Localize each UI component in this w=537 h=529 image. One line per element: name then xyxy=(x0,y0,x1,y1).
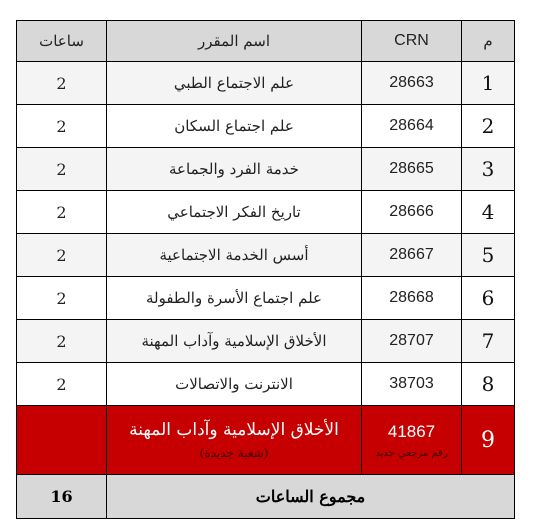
cell-crn: 28668 xyxy=(362,277,462,320)
header-number: م xyxy=(462,21,515,62)
new-section-row xyxy=(17,406,515,475)
new-section-note: (شعبة جديدة) xyxy=(199,446,269,460)
cell-number: 5 xyxy=(462,234,515,277)
courses-table xyxy=(16,20,515,519)
new-section-crn: 41867 xyxy=(387,421,436,441)
cell-number: 1 xyxy=(462,62,515,105)
cell-hours: 2 xyxy=(17,363,107,406)
table-row xyxy=(17,234,515,277)
header-course-name: اسم المقرر xyxy=(107,21,362,62)
cell-course-name xyxy=(107,406,362,475)
cell-number: 8 xyxy=(462,363,515,406)
new-section-course-name: الأخلاق الإسلامية وآداب المهنة xyxy=(129,420,339,440)
cell-crn: 28664 xyxy=(362,105,462,148)
cell-course-name: الانترنت والاتصالات xyxy=(107,363,362,406)
cell-course-name: علم اجتماع الأسرة والطفولة xyxy=(107,277,362,320)
cell-crn xyxy=(362,406,462,475)
cell-course-name: أسس الخدمة الاجتماعية xyxy=(107,234,362,277)
table-row xyxy=(17,320,515,363)
cell-hours: 2 xyxy=(17,191,107,234)
cell-course-name: علم اجتماع السكان xyxy=(107,105,362,148)
cell-hours: 2 xyxy=(17,62,107,105)
total-hours-value: 16 xyxy=(17,475,107,519)
header-hours: ساعات xyxy=(17,21,107,62)
table-row xyxy=(17,148,515,191)
cell-hours: 2 xyxy=(17,105,107,148)
cell-number: 4 xyxy=(462,191,515,234)
table-row xyxy=(17,277,515,320)
cell-hours: 2 xyxy=(17,148,107,191)
cell-hours: 2 xyxy=(17,234,107,277)
cell-number: 2 xyxy=(462,105,515,148)
table-row xyxy=(17,62,515,105)
table-header-row xyxy=(17,21,515,62)
table-row xyxy=(17,363,515,406)
cell-number: 9 xyxy=(462,406,515,475)
cell-crn: 28663 xyxy=(362,62,462,105)
total-row xyxy=(17,475,515,519)
cell-number: 3 xyxy=(462,148,515,191)
cell-hours-empty xyxy=(17,406,107,475)
table-row xyxy=(17,105,515,148)
cell-course-name: تاريخ الفكر الاجتماعي xyxy=(107,191,362,234)
cell-crn: 28665 xyxy=(362,148,462,191)
cell-crn: 28667 xyxy=(362,234,462,277)
header-crn: CRN xyxy=(362,21,462,62)
cell-course-name: خدمة الفرد والجماعة xyxy=(107,148,362,191)
total-hours-label: مجموع الساعات xyxy=(107,475,515,519)
cell-number: 7 xyxy=(462,320,515,363)
cell-course-name: الأخلاق الإسلامية وآداب المهنة xyxy=(107,320,362,363)
table-row xyxy=(17,191,515,234)
cell-number: 6 xyxy=(462,277,515,320)
cell-crn: 28707 xyxy=(362,320,462,363)
cell-hours: 2 xyxy=(17,277,107,320)
new-crn-note: رقم مرجعي جديد xyxy=(375,447,448,459)
cell-crn: 38703 xyxy=(362,363,462,406)
cell-course-name: علم الاجتماع الطبي xyxy=(107,62,362,105)
cell-crn: 28666 xyxy=(362,191,462,234)
cell-hours: 2 xyxy=(17,320,107,363)
